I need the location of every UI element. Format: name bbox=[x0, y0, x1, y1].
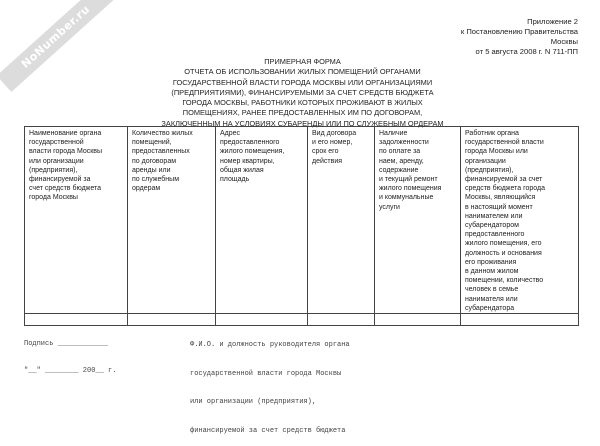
header-text-line: Адрес bbox=[220, 130, 241, 137]
header-text-line: субарендатором bbox=[465, 222, 519, 230]
table-cell[interactable] bbox=[461, 314, 579, 326]
watermark: NoNumber.ru bbox=[0, 0, 115, 92]
header-text-line: финансируемой за bbox=[29, 176, 91, 184]
header-text-line: Количество жилых bbox=[132, 130, 193, 137]
signatory-caption bbox=[190, 322, 350, 446]
appendix-line: Приложение 2 bbox=[527, 17, 578, 26]
header-text-line: аренды или bbox=[132, 166, 171, 174]
header-text-line: субарендатора bbox=[465, 304, 515, 312]
header-text-line: Вид договора bbox=[312, 130, 357, 137]
header-cell-debt bbox=[375, 127, 461, 314]
header-text-line: и текущий ремонт bbox=[379, 176, 438, 184]
title-line: ОТЧЕТА ОБ ИСПОЛЬЗОВАНИИ ЖИЛЫХ ПОМЕЩЕНИЙ ОРГАНАМИ bbox=[184, 67, 421, 77]
header-text-line: города Москвы или bbox=[465, 148, 528, 156]
header-cell-premises-count bbox=[128, 127, 216, 314]
appendix-line: от 5 августа 2008 г. N 711-ПП bbox=[475, 47, 578, 56]
header-text-line: срок его bbox=[312, 148, 339, 156]
header-text-line: нанимателя или bbox=[465, 295, 518, 303]
header-text-line: или организации bbox=[29, 157, 84, 165]
appendix-line: к Постановлению Правительства bbox=[460, 27, 578, 36]
header-text-line: площадь bbox=[220, 176, 250, 184]
header-text-line: жилого помещения bbox=[379, 185, 442, 193]
header-cell-employee bbox=[461, 127, 579, 314]
header-text-line: номер квартиры, bbox=[220, 157, 275, 165]
appendix-reference bbox=[461, 17, 578, 57]
header-text-line: по оплате за bbox=[379, 148, 421, 156]
title-line: ПРИМЕРНАЯ ФОРМА bbox=[264, 57, 341, 66]
header-text-line: предоставленного bbox=[220, 139, 280, 147]
header-text-line: нанимателем или bbox=[465, 212, 523, 220]
header-text-line: государственной bbox=[29, 139, 84, 147]
header-text-line: Наличие bbox=[379, 130, 408, 137]
signature-block bbox=[24, 322, 116, 385]
table-header-row bbox=[25, 127, 579, 314]
header-text-line: помещений, bbox=[132, 139, 172, 147]
fio-line: государственной власти города Москвы bbox=[190, 369, 342, 378]
header-text-line: Москвы, являющийся bbox=[465, 194, 536, 202]
header-cell-address bbox=[216, 127, 308, 314]
header-text-line: жилого помещения, bbox=[220, 148, 285, 156]
header-text-line: города Москвы bbox=[29, 194, 78, 202]
header-cell-contract-type bbox=[308, 127, 375, 314]
header-text-line: счет средств бюджета bbox=[29, 185, 102, 193]
date-line: "__" ________ 200__ г. bbox=[24, 367, 117, 375]
header-text-line: по служебным bbox=[132, 176, 180, 184]
document-title bbox=[155, 57, 450, 129]
signature-line: Подпись ____________ bbox=[24, 340, 109, 348]
header-text-line: предоставленных bbox=[132, 148, 190, 156]
header-text-line: средств бюджета города bbox=[465, 185, 545, 193]
title-line: (ПРЕДПРИЯТИЯМИ), ФИНАНСИРУЕМЫМИ ЗА СЧЕТ СРЕДСТВ БЮДЖЕТА bbox=[171, 87, 434, 97]
report-table bbox=[24, 126, 579, 326]
header-text-line: наем, аренду, bbox=[379, 157, 424, 165]
header-text-line: Работник органа bbox=[465, 130, 519, 137]
title-line: ЗАКЛЮЧЕННЫМ НА УСЛОВИЯХ СУБАРЕНДЫ ИЛИ ПО СЛУЖЕБНЫМ ОРДЕРАМ bbox=[161, 118, 444, 128]
header-text-line: государственной власти bbox=[465, 139, 544, 147]
header-text-line: помещении, количество bbox=[465, 277, 544, 285]
fio-line: финансируемой за счет средств бюджета bbox=[190, 426, 346, 435]
header-text-line: и коммунальные bbox=[379, 194, 434, 202]
header-text-line: действия bbox=[312, 157, 343, 165]
title-line: ГОРОДА МОСКВЫ, РАБОТНИКИ КОТОРЫХ ПРОЖИВАЮТ В ЖИЛЫХ bbox=[182, 98, 423, 108]
header-text-line: по договорам bbox=[132, 157, 177, 165]
header-text-line: и его номер, bbox=[312, 139, 353, 147]
header-text-line: Наименование органа bbox=[29, 130, 102, 137]
header-text-line: в данном жилом bbox=[465, 268, 519, 276]
header-text-line: его проживания bbox=[465, 258, 517, 266]
header-text-line: общая жилая bbox=[220, 166, 264, 174]
header-cell-organization bbox=[25, 127, 128, 314]
header-text-line: должность и основания bbox=[465, 249, 542, 257]
title-line: ПОМЕЩЕНИЯХ, РАНЕЕ ПРЕДОСТАВЛЕННЫХ ИМ ПО ДОГОВОРАМ, bbox=[182, 108, 423, 118]
header-text-line: организации bbox=[465, 157, 506, 165]
header-text-line: услуги bbox=[379, 203, 400, 211]
table-cell[interactable] bbox=[375, 314, 461, 326]
header-text-line: жилого помещения, его bbox=[465, 240, 542, 248]
title-line: ГОСУДАРСТВЕННОЙ ВЛАСТИ ГОРОДА МОСКВЫ ИЛИ ОРГАНИЗАЦИЯМИ bbox=[172, 77, 433, 87]
header-text-line: (предприятия), bbox=[29, 166, 78, 174]
header-text-line: ордерам bbox=[132, 185, 161, 193]
appendix-line: Москвы bbox=[550, 37, 578, 46]
fio-line: или организации (предприятия), bbox=[190, 398, 317, 406]
header-text-line: содержание bbox=[379, 166, 419, 174]
header-text-line: предоставленного bbox=[465, 231, 525, 239]
header-text-line: финансируемой за счет bbox=[465, 176, 543, 184]
header-text-line: власти города Москвы bbox=[29, 148, 103, 156]
fio-line: Ф.И.О. и должность руководителя органа bbox=[190, 341, 350, 349]
header-text-line: (предприятия), bbox=[465, 166, 514, 174]
header-text-line: человек в семье bbox=[465, 286, 519, 294]
header-text-line: задолженности bbox=[379, 139, 429, 147]
header-text-line: в настоящий момент bbox=[465, 203, 533, 211]
